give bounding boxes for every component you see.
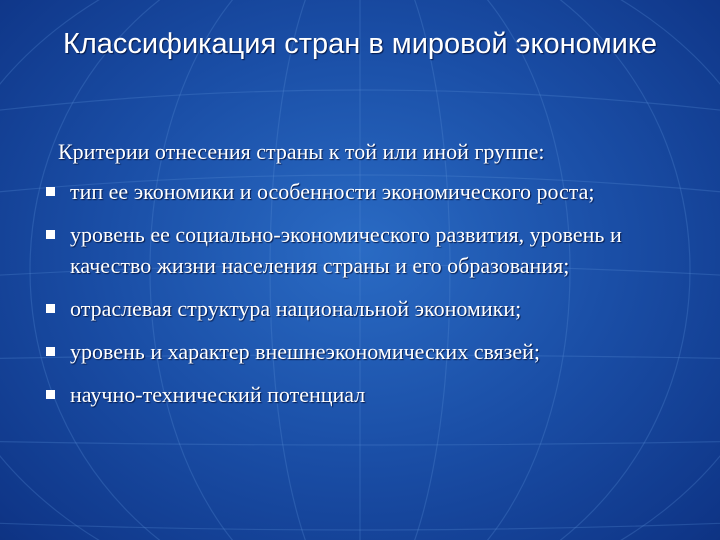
criteria-list — [44, 176, 684, 422]
criteria-item — [44, 379, 684, 410]
square-bullet-icon — [46, 304, 55, 313]
square-bullet-icon — [46, 187, 55, 196]
criteria-item-text: уровень и характер внешнеэкономических связей; — [70, 339, 541, 364]
criteria-item-text: тип ее экономики и особенности экономического роста; — [70, 179, 595, 204]
square-bullet-icon — [46, 230, 55, 239]
slide-title: Классификация стран в мировой экономике — [62, 28, 658, 60]
criteria-item-text: отраслевая структура национальной экономики; — [70, 296, 522, 321]
criteria-item-text: уровень ее социально-экономического развития, уровень и качество жизни населения страны и его образования; — [70, 222, 622, 278]
criteria-item — [44, 293, 684, 324]
square-bullet-icon — [46, 390, 55, 399]
criteria-item — [44, 176, 684, 207]
criteria-item — [44, 219, 684, 281]
square-bullet-icon — [46, 347, 55, 356]
criteria-item-text: научно-технический потенциал — [70, 382, 366, 407]
criteria-item — [44, 336, 684, 367]
criteria-heading: Критерии отнесения страны к той или иной группе: — [58, 139, 545, 164]
